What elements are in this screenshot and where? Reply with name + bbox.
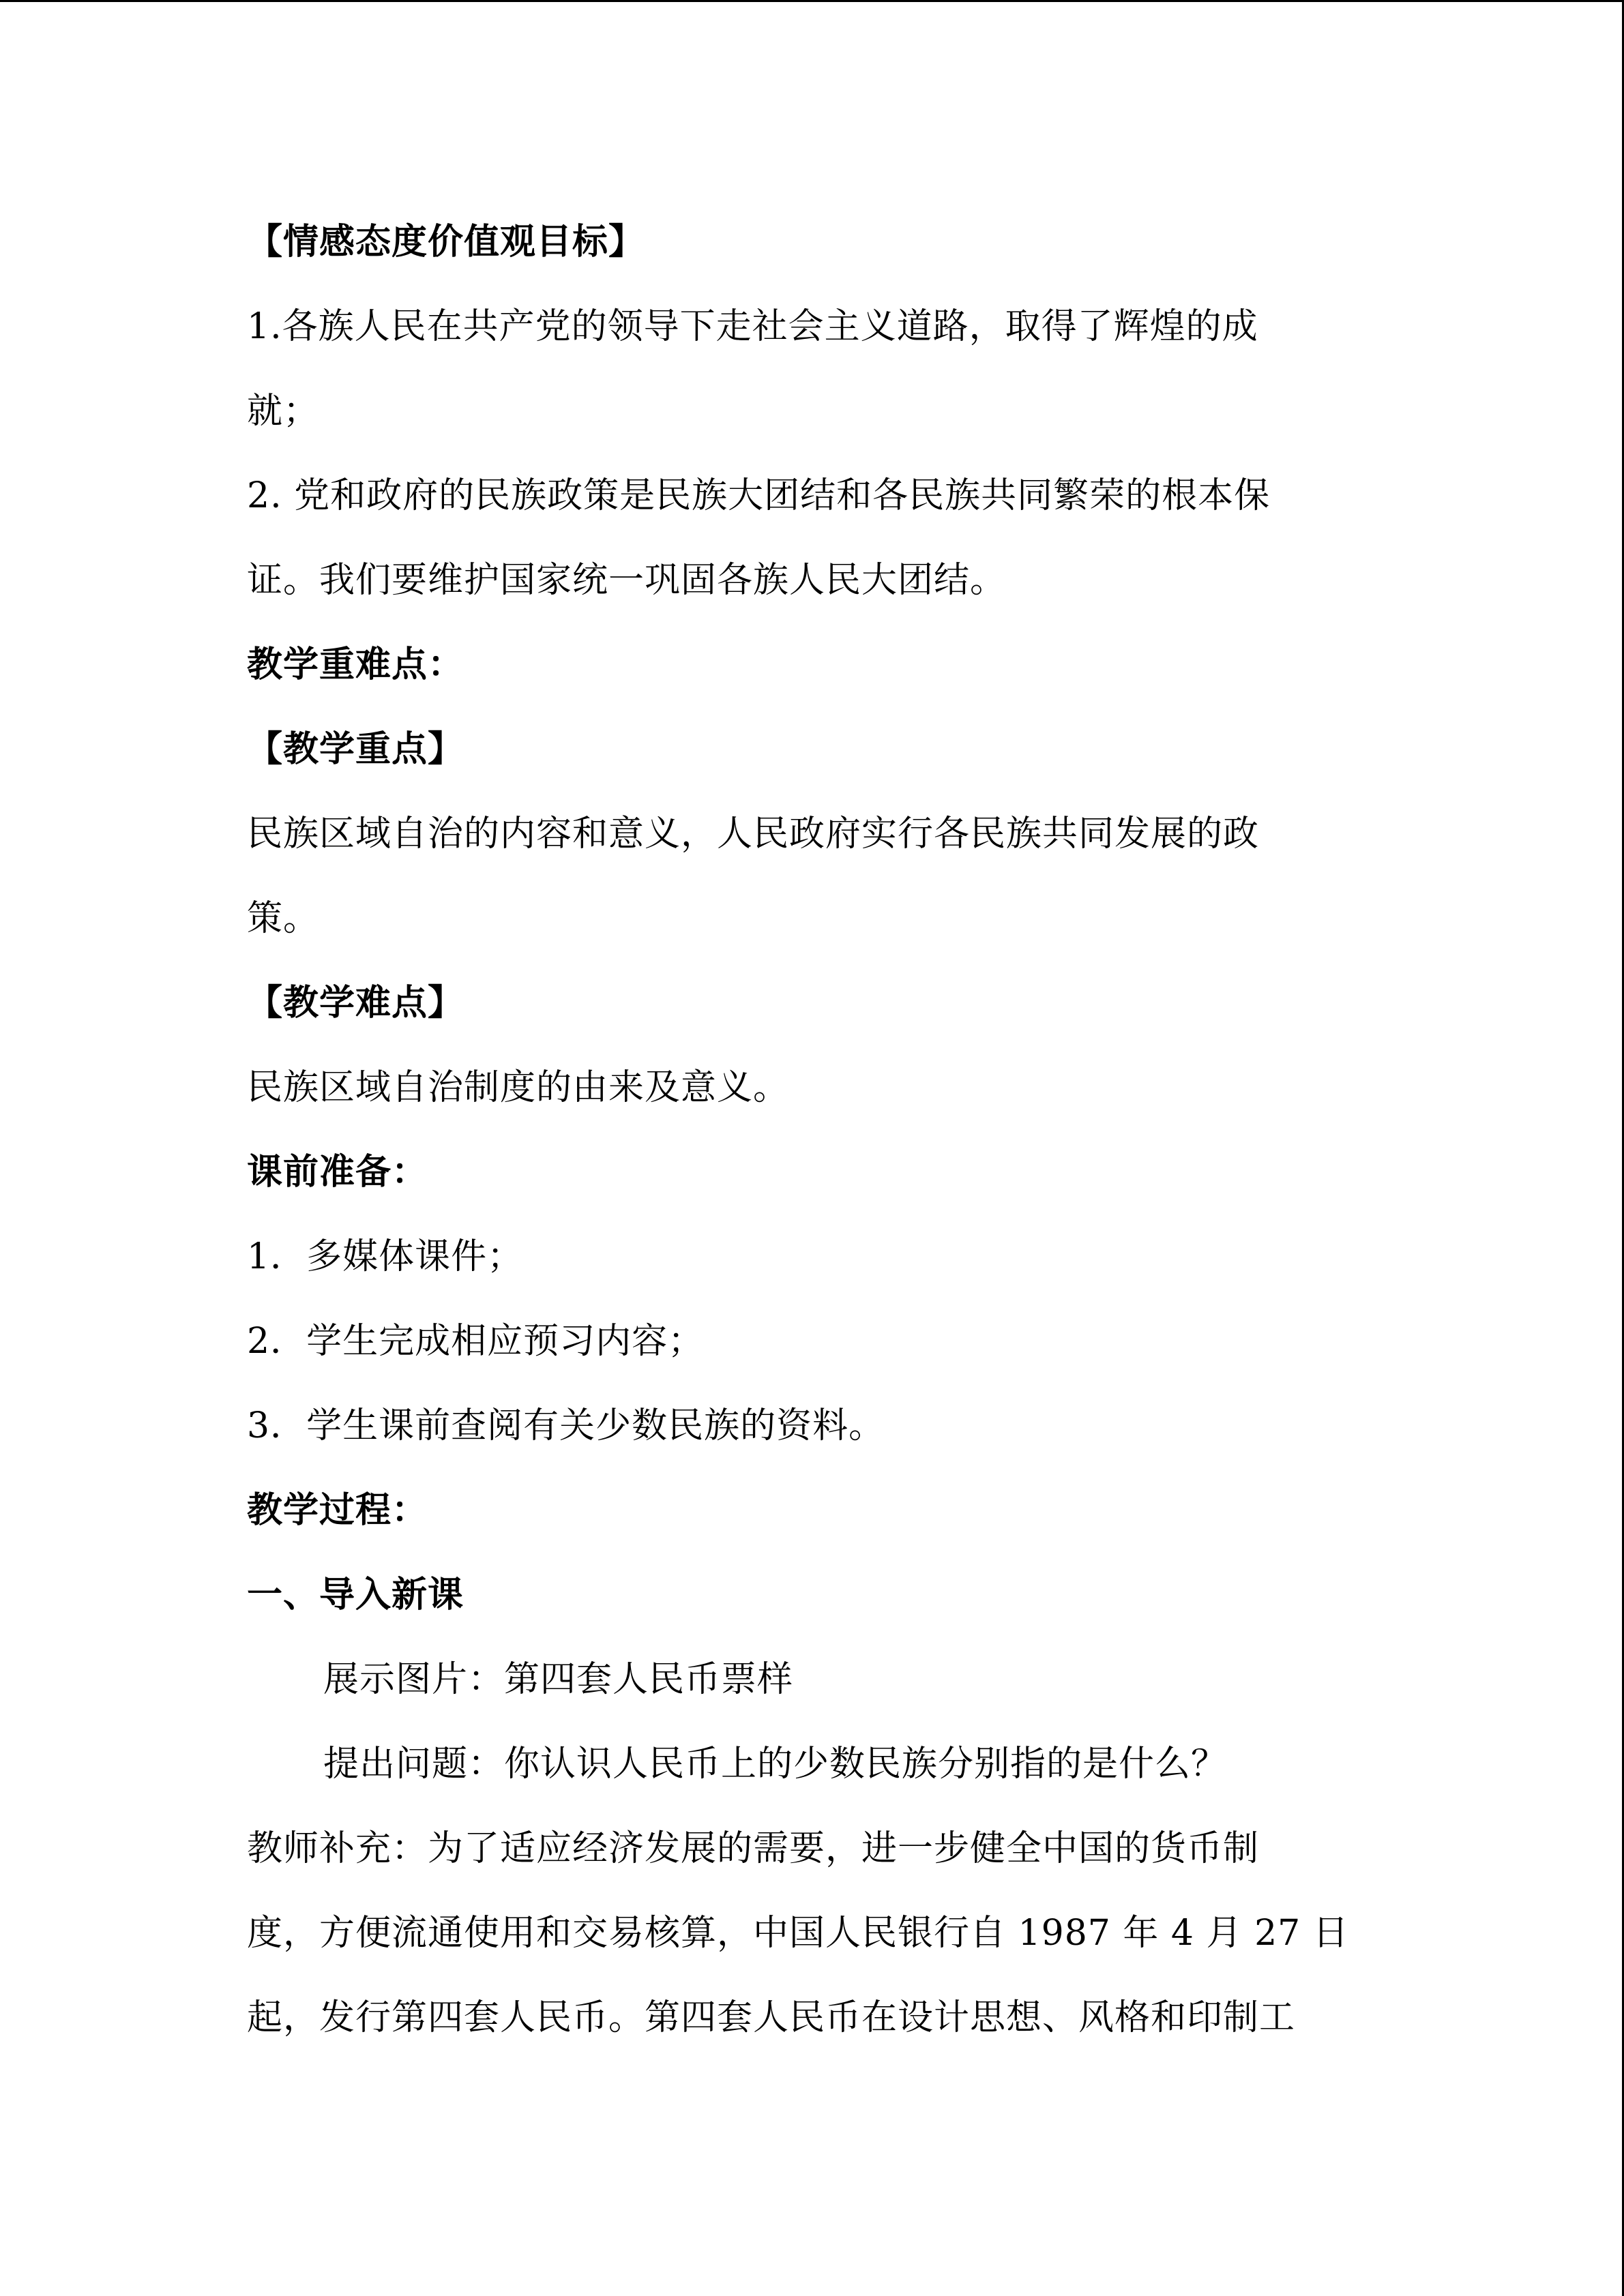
subheading-introduction: 一、导入新课 [247,1575,464,1615]
section-heading-affective-goals: 【情感态度价值观目标】 [247,222,645,263]
section-heading-preparation: 课前准备： [247,1152,428,1193]
paragraph-line: 展示图片：第四套人民币票样 [323,1659,794,1700]
list-item: 1．多媒体课件； [247,1236,524,1277]
paragraph-line: 1.各族人民在共产党的领导下走社会主义道路，取得了辉煌的成 [247,306,1258,347]
subheading-difficult-points: 【教学难点】 [247,983,464,1024]
list-item: 3．学生课前查阅有关少数民族的资料。 [247,1405,885,1446]
section-heading-teaching-process: 教学过程： [247,1490,428,1531]
paragraph-line: 度，方便流通使用和交易核算，中国人民银行自 1987 年 4 月 27 日 [247,1913,1349,1954]
paragraph-line: 策。 [247,898,320,939]
paragraph-line: 提出问题：你认识人民币上的少数民族分别指的是什么？ [323,1744,1228,1785]
paragraph-line: 民族区域自治制度的由来及意义。 [247,1067,790,1108]
paragraph-line: 证。我们要维护国家统一巩固各族人民大团结。 [247,560,1007,601]
list-item: 2．学生完成相应预习内容； [247,1321,705,1362]
paragraph-line: 起，发行第四套人民币。第四套人民币在设计思想、风格和印制工 [247,1997,1296,2038]
document-body [247,200,1365,2060]
paragraph-line: 就； [247,391,320,432]
paragraph-line: 教师补充：为了适应经济发展的需要，进一步健全中国的货币制 [247,1828,1260,1869]
paragraph-line: 民族区域自治的内容和意义，人民政府实行各民族共同发展的政 [247,814,1260,854]
section-heading-key-difficult-points: 教学重难点： [247,644,464,685]
paragraph-line: 2. 党和政府的民族政策是民族大团结和各民族共同繁荣的根本保 [247,475,1271,516]
subheading-key-points: 【教学重点】 [247,729,464,770]
